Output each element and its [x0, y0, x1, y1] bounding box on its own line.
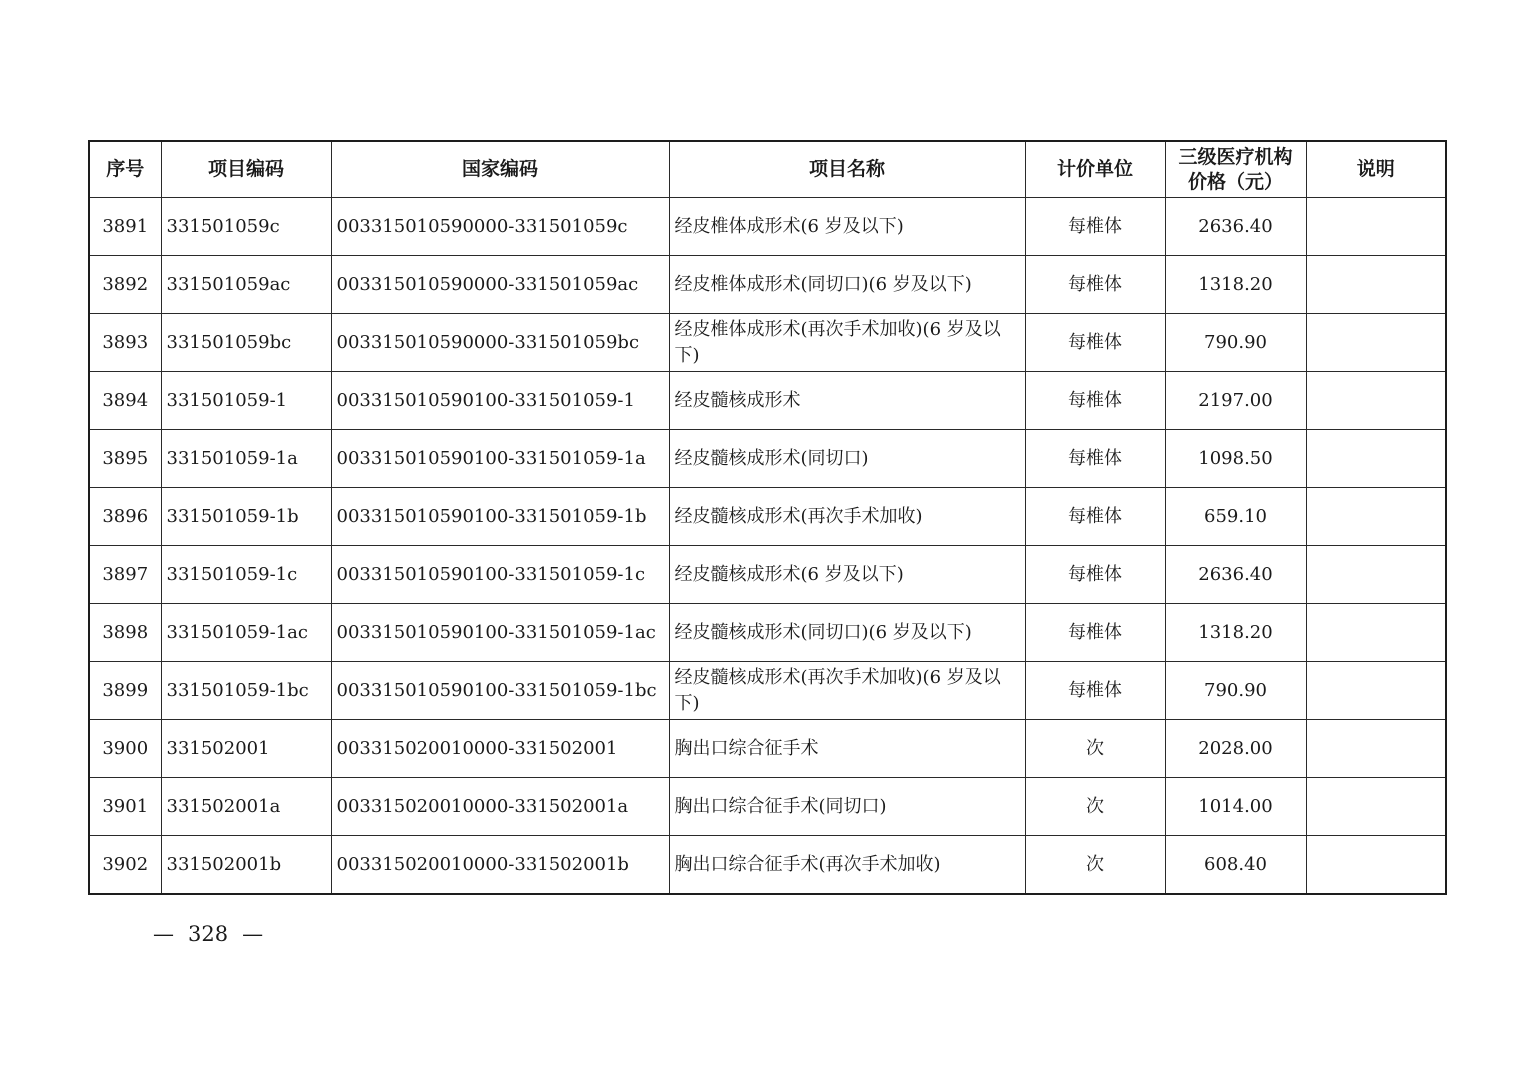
cell-note	[1306, 720, 1446, 778]
cell-price: 2636.40	[1165, 546, 1306, 604]
page-number-left-dash: —	[153, 922, 174, 946]
column-header-item-name: 项目名称	[669, 141, 1025, 198]
cell-price: 608.40	[1165, 836, 1306, 895]
column-header-price-line2: 价格（元）	[1187, 170, 1283, 193]
cell-item-code: 331501059-1bc	[161, 662, 331, 720]
table-row	[89, 198, 1446, 256]
cell-national-code: 003315010590100-331501059-1bc	[331, 662, 669, 720]
cell-item-code: 331501059bc	[161, 314, 331, 372]
cell-item-name: 经皮椎体成形术(同切口)(6 岁及以下)	[669, 256, 1025, 314]
cell-index: 3898	[89, 604, 161, 662]
cell-index: 3891	[89, 198, 161, 256]
cell-note	[1306, 372, 1446, 430]
cell-item-name: 经皮椎体成形术(6 岁及以下)	[669, 198, 1025, 256]
cell-note	[1306, 836, 1446, 895]
cell-unit: 每椎体	[1025, 314, 1165, 372]
cell-item-name: 经皮髓核成形术(再次手术加收)(6 岁及以下)	[669, 662, 1025, 720]
cell-item-code: 331502001	[161, 720, 331, 778]
cell-unit: 每椎体	[1025, 198, 1165, 256]
cell-index: 3892	[89, 256, 161, 314]
cell-item-name: 经皮髓核成形术	[669, 372, 1025, 430]
cell-item-name: 经皮髓核成形术(6 岁及以下)	[669, 546, 1025, 604]
table-row	[89, 372, 1446, 430]
page-number-value: 328	[188, 922, 229, 946]
cell-national-code: 003315010590100-331501059-1ac	[331, 604, 669, 662]
cell-national-code: 003315020010000-331502001b	[331, 836, 669, 895]
cell-note	[1306, 488, 1446, 546]
cell-note	[1306, 546, 1446, 604]
cell-price: 1098.50	[1165, 430, 1306, 488]
cell-note	[1306, 256, 1446, 314]
cell-price: 659.10	[1165, 488, 1306, 546]
cell-unit: 次	[1025, 778, 1165, 836]
table-row	[89, 430, 1446, 488]
cell-note	[1306, 604, 1446, 662]
table-row	[89, 256, 1446, 314]
cell-item-code: 331501059-1ac	[161, 604, 331, 662]
cell-unit: 每椎体	[1025, 256, 1165, 314]
table-row	[89, 546, 1446, 604]
table-body	[89, 198, 1446, 895]
cell-item-name: 经皮椎体成形术(再次手术加收)(6 岁及以下)	[669, 314, 1025, 372]
column-header-unit: 计价单位	[1025, 141, 1165, 198]
cell-unit: 每椎体	[1025, 372, 1165, 430]
table-row	[89, 604, 1446, 662]
cell-item-name: 经皮髓核成形术(再次手术加收)	[669, 488, 1025, 546]
table-row	[89, 488, 1446, 546]
table-row	[89, 778, 1446, 836]
cell-price: 1318.20	[1165, 256, 1306, 314]
cell-item-code: 331501059-1	[161, 372, 331, 430]
cell-price: 790.90	[1165, 662, 1306, 720]
column-header-national-code: 国家编码	[331, 141, 669, 198]
cell-price: 1318.20	[1165, 604, 1306, 662]
cell-index: 3896	[89, 488, 161, 546]
cell-item-code: 331502001b	[161, 836, 331, 895]
cell-index: 3893	[89, 314, 161, 372]
cell-unit: 每椎体	[1025, 604, 1165, 662]
cell-unit: 每椎体	[1025, 488, 1165, 546]
cell-national-code: 003315010590000-331501059c	[331, 198, 669, 256]
cell-unit: 每椎体	[1025, 662, 1165, 720]
cell-price: 1014.00	[1165, 778, 1306, 836]
cell-price: 2197.00	[1165, 372, 1306, 430]
cell-national-code: 003315020010000-331502001	[331, 720, 669, 778]
cell-note	[1306, 662, 1446, 720]
table-row	[89, 662, 1446, 720]
cell-unit: 每椎体	[1025, 430, 1165, 488]
table-row	[89, 836, 1446, 895]
cell-index: 3902	[89, 836, 161, 895]
cell-national-code: 003315010590100-331501059-1c	[331, 546, 669, 604]
column-header-note: 说明	[1306, 141, 1446, 198]
cell-unit: 次	[1025, 720, 1165, 778]
cell-index: 3897	[89, 546, 161, 604]
cell-note	[1306, 198, 1446, 256]
price-table	[88, 140, 1447, 895]
cell-national-code: 003315020010000-331502001a	[331, 778, 669, 836]
page-number-right-dash: —	[242, 922, 264, 946]
cell-note	[1306, 314, 1446, 372]
cell-index: 3900	[89, 720, 161, 778]
cell-note	[1306, 778, 1446, 836]
cell-national-code: 003315010590100-331501059-1b	[331, 488, 669, 546]
cell-index: 3901	[89, 778, 161, 836]
column-header-price-line1: 三级医疗机构	[1178, 145, 1293, 168]
cell-note	[1306, 430, 1446, 488]
cell-item-code: 331501059-1b	[161, 488, 331, 546]
cell-national-code: 003315010590100-331501059-1a	[331, 430, 669, 488]
cell-item-name: 胸出口综合征手术(再次手术加收)	[669, 836, 1025, 895]
cell-unit: 每椎体	[1025, 546, 1165, 604]
cell-item-code: 331501059-1a	[161, 430, 331, 488]
cell-item-code: 331501059c	[161, 198, 331, 256]
cell-item-name: 经皮髓核成形术(同切口)(6 岁及以下)	[669, 604, 1025, 662]
cell-index: 3894	[89, 372, 161, 430]
table-row	[89, 314, 1446, 372]
cell-price: 2636.40	[1165, 198, 1306, 256]
cell-index: 3895	[89, 430, 161, 488]
page-number	[153, 922, 263, 946]
table-row	[89, 720, 1446, 778]
cell-item-name: 胸出口综合征手术	[669, 720, 1025, 778]
cell-item-code: 331502001a	[161, 778, 331, 836]
cell-price: 2028.00	[1165, 720, 1306, 778]
cell-index: 3899	[89, 662, 161, 720]
cell-national-code: 003315010590100-331501059-1	[331, 372, 669, 430]
column-header-price	[1165, 141, 1306, 198]
column-header-index: 序号	[89, 141, 161, 198]
column-header-item-code: 项目编码	[161, 141, 331, 198]
cell-national-code: 003315010590000-331501059bc	[331, 314, 669, 372]
table-header-row	[89, 141, 1446, 198]
cell-item-name: 胸出口综合征手术(同切口)	[669, 778, 1025, 836]
cell-national-code: 003315010590000-331501059ac	[331, 256, 669, 314]
cell-price: 790.90	[1165, 314, 1306, 372]
cell-unit: 次	[1025, 836, 1165, 895]
cell-item-name: 经皮髓核成形术(同切口)	[669, 430, 1025, 488]
cell-item-code: 331501059-1c	[161, 546, 331, 604]
cell-item-code: 331501059ac	[161, 256, 331, 314]
